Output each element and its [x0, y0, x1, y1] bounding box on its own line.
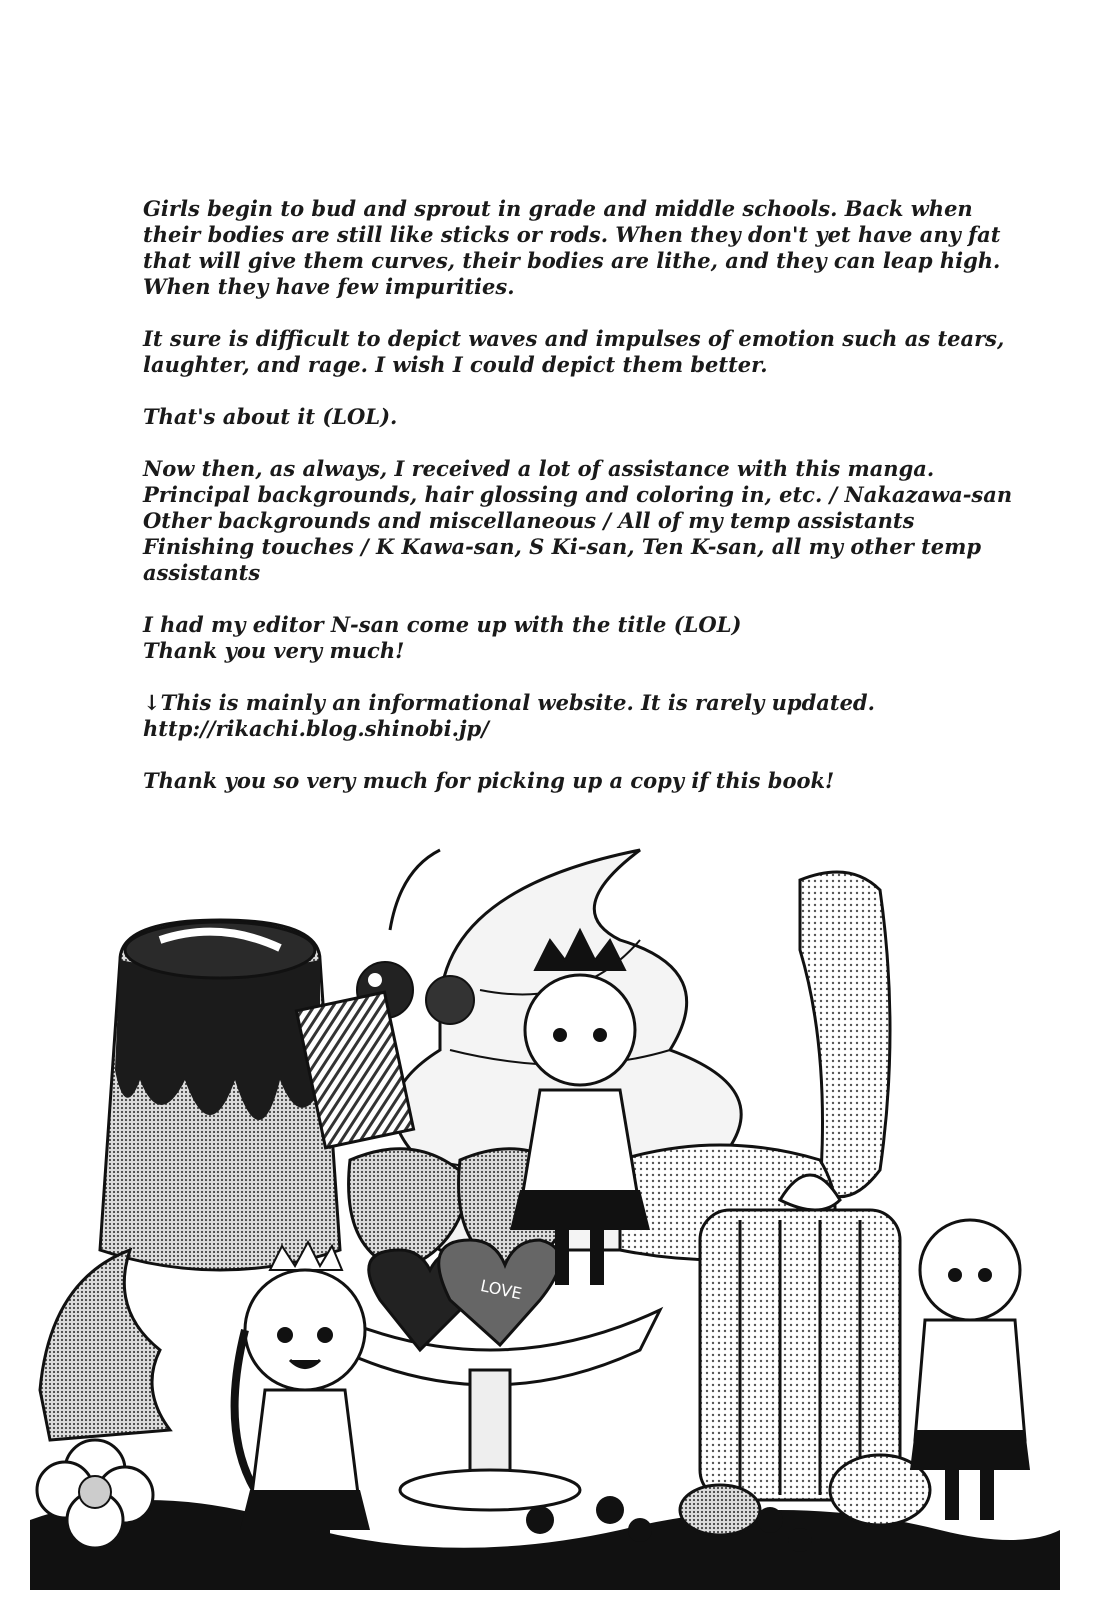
- text-line: laughter, and rage. I wish I could depict them better.: [143, 352, 768, 377]
- heart-chocolate-icon: [369, 1240, 560, 1350]
- paragraph-4: [143, 456, 1013, 586]
- text-line: Thank you very much!: [143, 638, 405, 663]
- dessert-dish-icon: [320, 1310, 660, 1510]
- text-line: I had my editor N-san come up with the title (LOL): [143, 612, 742, 637]
- text-line: Other backgrounds and miscellaneous / All of my temp assistants: [143, 508, 915, 533]
- text-line: Thank you so very much for picking up a copy if this book!: [143, 768, 835, 793]
- text-line: Girls begin to bud and sprout in grade and middle schools. Back when: [143, 196, 973, 221]
- charlotte-cake-icon: [700, 1175, 900, 1500]
- text-line: It sure is difficult to depict waves and impulses of emotion such as tears,: [143, 326, 1005, 351]
- text-line: ↓This is mainly an informational website. It is rarely updated.: [143, 690, 875, 715]
- banana-icon: [800, 872, 890, 1197]
- paragraph-2: [143, 326, 1003, 378]
- website-url: http://rikachi.blog.shinobi.jp/: [143, 716, 489, 741]
- text-line: That's about it (LOL).: [143, 404, 398, 429]
- paragraph-3: [143, 404, 1003, 430]
- dessert-illustration: [20, 830, 1080, 1590]
- text-line: Finishing touches / K Kawa-san, S Ki-san, Ten K-san, all my other temp: [143, 534, 982, 559]
- text-line: Principal backgrounds, hair glossing and coloring in, etc. / Nakazawa-san: [143, 482, 1013, 507]
- heart-label: LOVE: [478, 1275, 524, 1304]
- girl-right-icon: [910, 1220, 1030, 1520]
- text-line: When they have few impurities.: [143, 274, 515, 299]
- text-line: assistants: [143, 560, 261, 585]
- cream-swirl-icon: [40, 1250, 170, 1440]
- paragraph-1: [143, 196, 1003, 300]
- paragraph-6: [143, 690, 1003, 742]
- text-line: that will give them curves, their bodies are lithe, and they can leap high.: [143, 248, 1001, 273]
- paragraph-5: [143, 612, 1003, 664]
- afterword-text: [143, 196, 1013, 820]
- text-line: Now then, as always, I received a lot of assistance with this manga.: [143, 456, 935, 481]
- paragraph-7: [143, 768, 1003, 794]
- text-line: their bodies are still like sticks or rods. When they don't yet have any fat: [143, 222, 1001, 247]
- pudding-icon: [100, 920, 340, 1270]
- girl-left-icon: [235, 1242, 370, 1575]
